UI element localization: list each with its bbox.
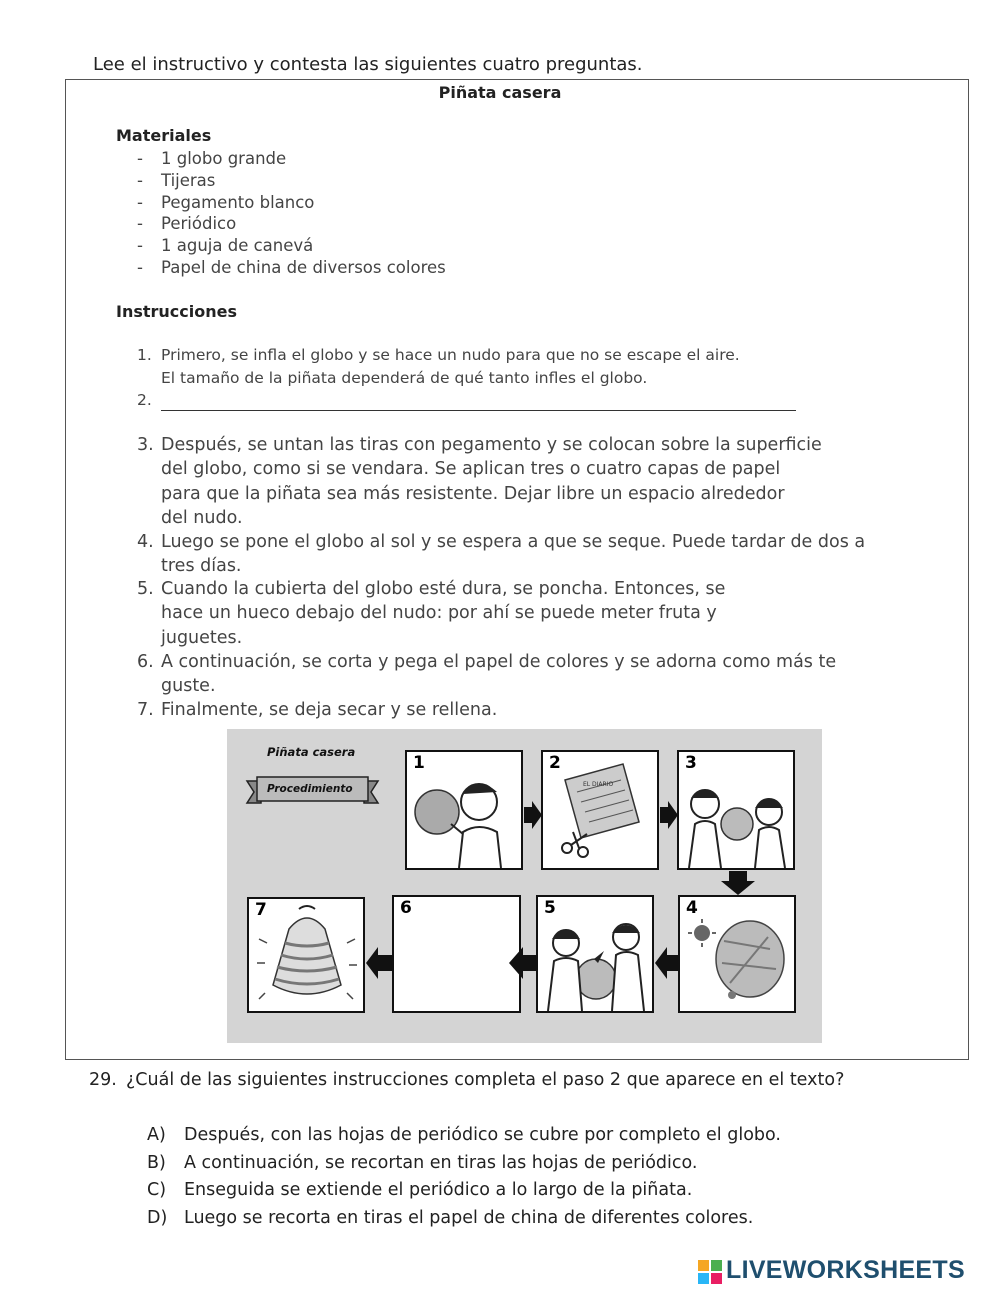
list-item: - 1 aguja de canevá (137, 235, 446, 257)
step-number: 7. (137, 700, 154, 720)
step-7 (137, 698, 497, 722)
option-label: A) (147, 1125, 166, 1145)
panel-number: 3 (685, 753, 697, 773)
step-line: del globo, como si se vendara. Se aplican tres o cuatro capas de papel (161, 459, 781, 480)
step-line: del nudo. (161, 507, 243, 528)
step-line: El tamaño de la piñata dependerá de qué tanto infles el globo. (161, 369, 648, 387)
step-line: juguetes. (161, 627, 243, 648)
intro-text: Lee el instructivo y contesta las siguientes cuatro preguntas. (93, 54, 643, 75)
list-item: - 1 globo grande (137, 148, 446, 170)
materials-list (137, 148, 446, 279)
step-1 (137, 344, 740, 390)
logo-text: LIVEWORKSHEETS (726, 1256, 965, 1284)
panel-number: 7 (255, 900, 267, 920)
step-line: para que la piñata sea más resistente. Dejar libre un espacio alrededor (161, 483, 785, 504)
list-item: - Tijeras (137, 170, 446, 192)
panel-number: 4 (686, 898, 698, 918)
step-5 (137, 577, 725, 650)
option-text: Después, con las hojas de periódico se cubre por completo el globo. (184, 1125, 781, 1145)
figure-title: Piñata casera (267, 745, 356, 759)
banner-label: Procedimiento (267, 783, 353, 795)
panel-7 (247, 897, 365, 1013)
question-number: 29. (89, 1070, 117, 1090)
panel-2 (541, 750, 659, 870)
panel-number: 2 (549, 753, 561, 773)
list-item: - Papel de china de diversos colores (137, 257, 446, 279)
panel-number: 6 (400, 898, 412, 918)
step-3 (137, 433, 822, 530)
arrow-down-icon (721, 871, 755, 895)
step-line: Finalmente, se deja secar y se rellena. (161, 700, 498, 720)
arrow-left-icon (509, 947, 537, 979)
panel-3 (677, 750, 795, 870)
panel-number: 1 (413, 753, 425, 773)
panel-1 (405, 750, 523, 870)
step-line: guste. (161, 676, 216, 697)
option-text: Luego se recorta en tiras el papel de china de diferentes colores. (184, 1208, 754, 1228)
list-item: - Pegamento blanco (137, 192, 446, 214)
arrow-right-icon (524, 801, 542, 829)
step-line: Después, se untan las tiras con pegamento y se colocan sobre la superficie (161, 435, 822, 455)
step-number: 4. (137, 532, 154, 552)
step-number: 2. (137, 391, 152, 409)
step-line: Luego se pone el globo al sol y se espera a que se seque. Puede tardar de dos a (161, 532, 866, 552)
option-label: B) (147, 1153, 166, 1173)
option-d[interactable] (147, 1208, 753, 1228)
step-number: 3. (137, 435, 154, 455)
step-number: 1. (137, 346, 152, 364)
option-b[interactable] (147, 1153, 697, 1173)
instructions-heading: Instrucciones (116, 302, 238, 321)
step-6 (137, 650, 836, 699)
arrow-left-icon (366, 947, 392, 979)
step-line: hace un hueco debajo del nudo: por ahí se puede meter fruta y (161, 603, 717, 624)
question-text: ¿Cuál de las siguientes instrucciones completa el paso 2 que aparece en el texto? (126, 1070, 845, 1090)
materials-heading: Materiales (116, 126, 212, 145)
panel-4 (678, 895, 796, 1013)
option-c[interactable] (147, 1180, 692, 1200)
step-line: Cuando la cubierta del globo esté dura, se poncha. Entonces, se (161, 579, 726, 599)
step-2-answer-line[interactable] (161, 410, 796, 411)
logo-cubes-icon (698, 1260, 722, 1284)
arrow-right-icon (660, 801, 678, 829)
newspaper-label: EL DIARIO (583, 781, 614, 788)
option-a[interactable] (147, 1125, 781, 1145)
list-item: - Periódico (137, 213, 446, 235)
panel-5 (536, 895, 654, 1013)
option-text: A continuación, se recortan en tiras las hojas de periódico. (184, 1153, 698, 1173)
panel-6 (392, 895, 521, 1013)
step-4 (137, 530, 865, 579)
procedure-figure (227, 729, 822, 1043)
step-line: tres días. (161, 556, 242, 577)
option-text: Enseguida se extiende el periódico a lo largo de la piñata. (184, 1180, 693, 1200)
step-2 (137, 389, 161, 412)
option-label: C) (147, 1180, 167, 1200)
step-line: Primero, se infla el globo y se hace un nudo para que no se escape el aire. (161, 346, 740, 364)
panel-number: 5 (544, 898, 556, 918)
step-number: 6. (137, 652, 154, 672)
arrow-left-icon (655, 947, 679, 979)
step-line: A continuación, se corta y pega el papel de colores y se adorna como más te (161, 652, 837, 672)
option-label: D) (147, 1208, 168, 1228)
step-number: 5. (137, 579, 154, 599)
worksheet-title: Piñata casera (438, 83, 562, 102)
